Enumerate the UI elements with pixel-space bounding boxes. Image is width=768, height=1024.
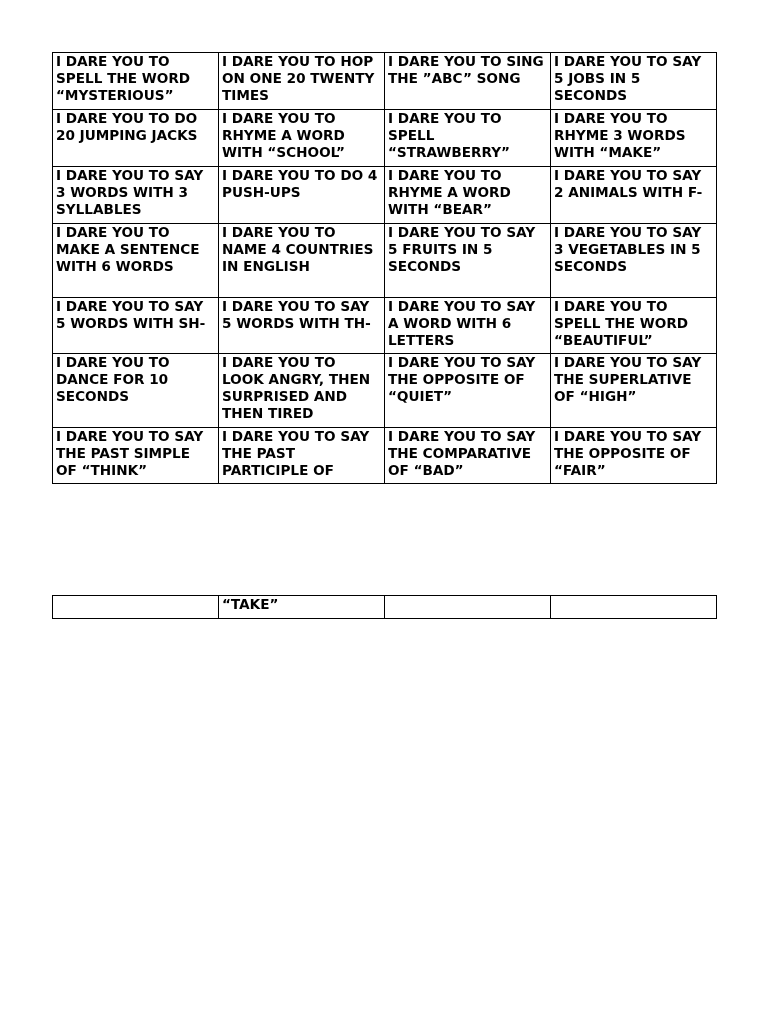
dares-table xyxy=(52,52,717,484)
dare-cell: I DARE YOU TO SPELL “STRAWBERRY” xyxy=(385,110,551,167)
table-row xyxy=(53,110,717,167)
dare-cell xyxy=(385,596,551,619)
dare-cell: I DARE YOU TO SAY 5 WORDS WITH TH- xyxy=(219,298,385,354)
dare-cell: I DARE YOU TO SAY THE OPPOSITE OF “FAIR” xyxy=(551,428,717,484)
dare-cell: I DARE YOU TO SAY 2 ANIMALS WITH F- xyxy=(551,167,717,224)
dare-cell: I DARE YOU TO DO 4 PUSH-UPS xyxy=(219,167,385,224)
table-row xyxy=(53,167,717,224)
dare-cell: I DARE YOU TO SING THE ”ABC” SONG xyxy=(385,53,551,110)
dare-cell: I DARE YOU TO RHYME A WORD WITH “BEAR” xyxy=(385,167,551,224)
dare-cell: I DARE YOU TO RHYME A WORD WITH “SCHOOL” xyxy=(219,110,385,167)
dare-cell: I DARE YOU TO SAY 3 VEGETABLES IN 5 SECONDS xyxy=(551,224,717,298)
dare-cell: I DARE YOU TO DANCE FOR 10 SECONDS xyxy=(53,354,219,428)
dare-cell: I DARE YOU TO SAY 5 JOBS IN 5 SECONDS xyxy=(551,53,717,110)
dare-cell: I DARE YOU TO SAY 5 WORDS WITH SH- xyxy=(53,298,219,354)
dare-cell: I DARE YOU TO LOOK ANGRY, THEN SURPRISED AND THEN TIRED xyxy=(219,354,385,428)
dare-cell: I DARE YOU TO SAY THE OPPOSITE OF “QUIET” xyxy=(385,354,551,428)
dare-cell xyxy=(551,596,717,619)
dare-cell: I DARE YOU TO SPELL THE WORD “BEAUTIFUL” xyxy=(551,298,717,354)
table-row xyxy=(53,428,717,484)
dares-table-continuation xyxy=(52,595,717,619)
dare-cell: I DARE YOU TO DO 20 JUMPING JACKS xyxy=(53,110,219,167)
dare-cell: I DARE YOU TO MAKE A SENTENCE WITH 6 WORDS xyxy=(53,224,219,298)
table-row xyxy=(53,224,717,298)
dare-cell: “TAKE” xyxy=(219,596,385,619)
dare-cell: I DARE YOU TO RHYME 3 WORDS WITH “MAKE” xyxy=(551,110,717,167)
dare-cell: I DARE YOU TO SAY 3 WORDS WITH 3 SYLLABLES xyxy=(53,167,219,224)
table-row xyxy=(53,354,717,428)
dare-cell xyxy=(53,596,219,619)
dare-cell: I DARE YOU TO NAME 4 COUNTRIES IN ENGLISH xyxy=(219,224,385,298)
dare-cell: I DARE YOU TO SAY THE COMPARATIVE OF “BAD” xyxy=(385,428,551,484)
dare-cell: I DARE YOU TO SPELL THE WORD “MYSTERIOUS” xyxy=(53,53,219,110)
dare-cell: I DARE YOU TO SAY 5 FRUITS IN 5 SECONDS xyxy=(385,224,551,298)
dare-cell: I DARE YOU TO SAY A WORD WITH 6 LETTERS xyxy=(385,298,551,354)
table-row xyxy=(53,53,717,110)
dare-cell: I DARE YOU TO SAY THE PAST SIMPLE OF “THINK” xyxy=(53,428,219,484)
dare-cell: I DARE YOU TO SAY THE PAST PARTICIPLE OF xyxy=(219,428,385,484)
table-row xyxy=(53,298,717,354)
dare-cell: I DARE YOU TO SAY THE SUPERLATIVE OF “HIGH” xyxy=(551,354,717,428)
dare-cell: I DARE YOU TO HOP ON ONE 20 TWENTY TIMES xyxy=(219,53,385,110)
table-row xyxy=(53,596,717,619)
